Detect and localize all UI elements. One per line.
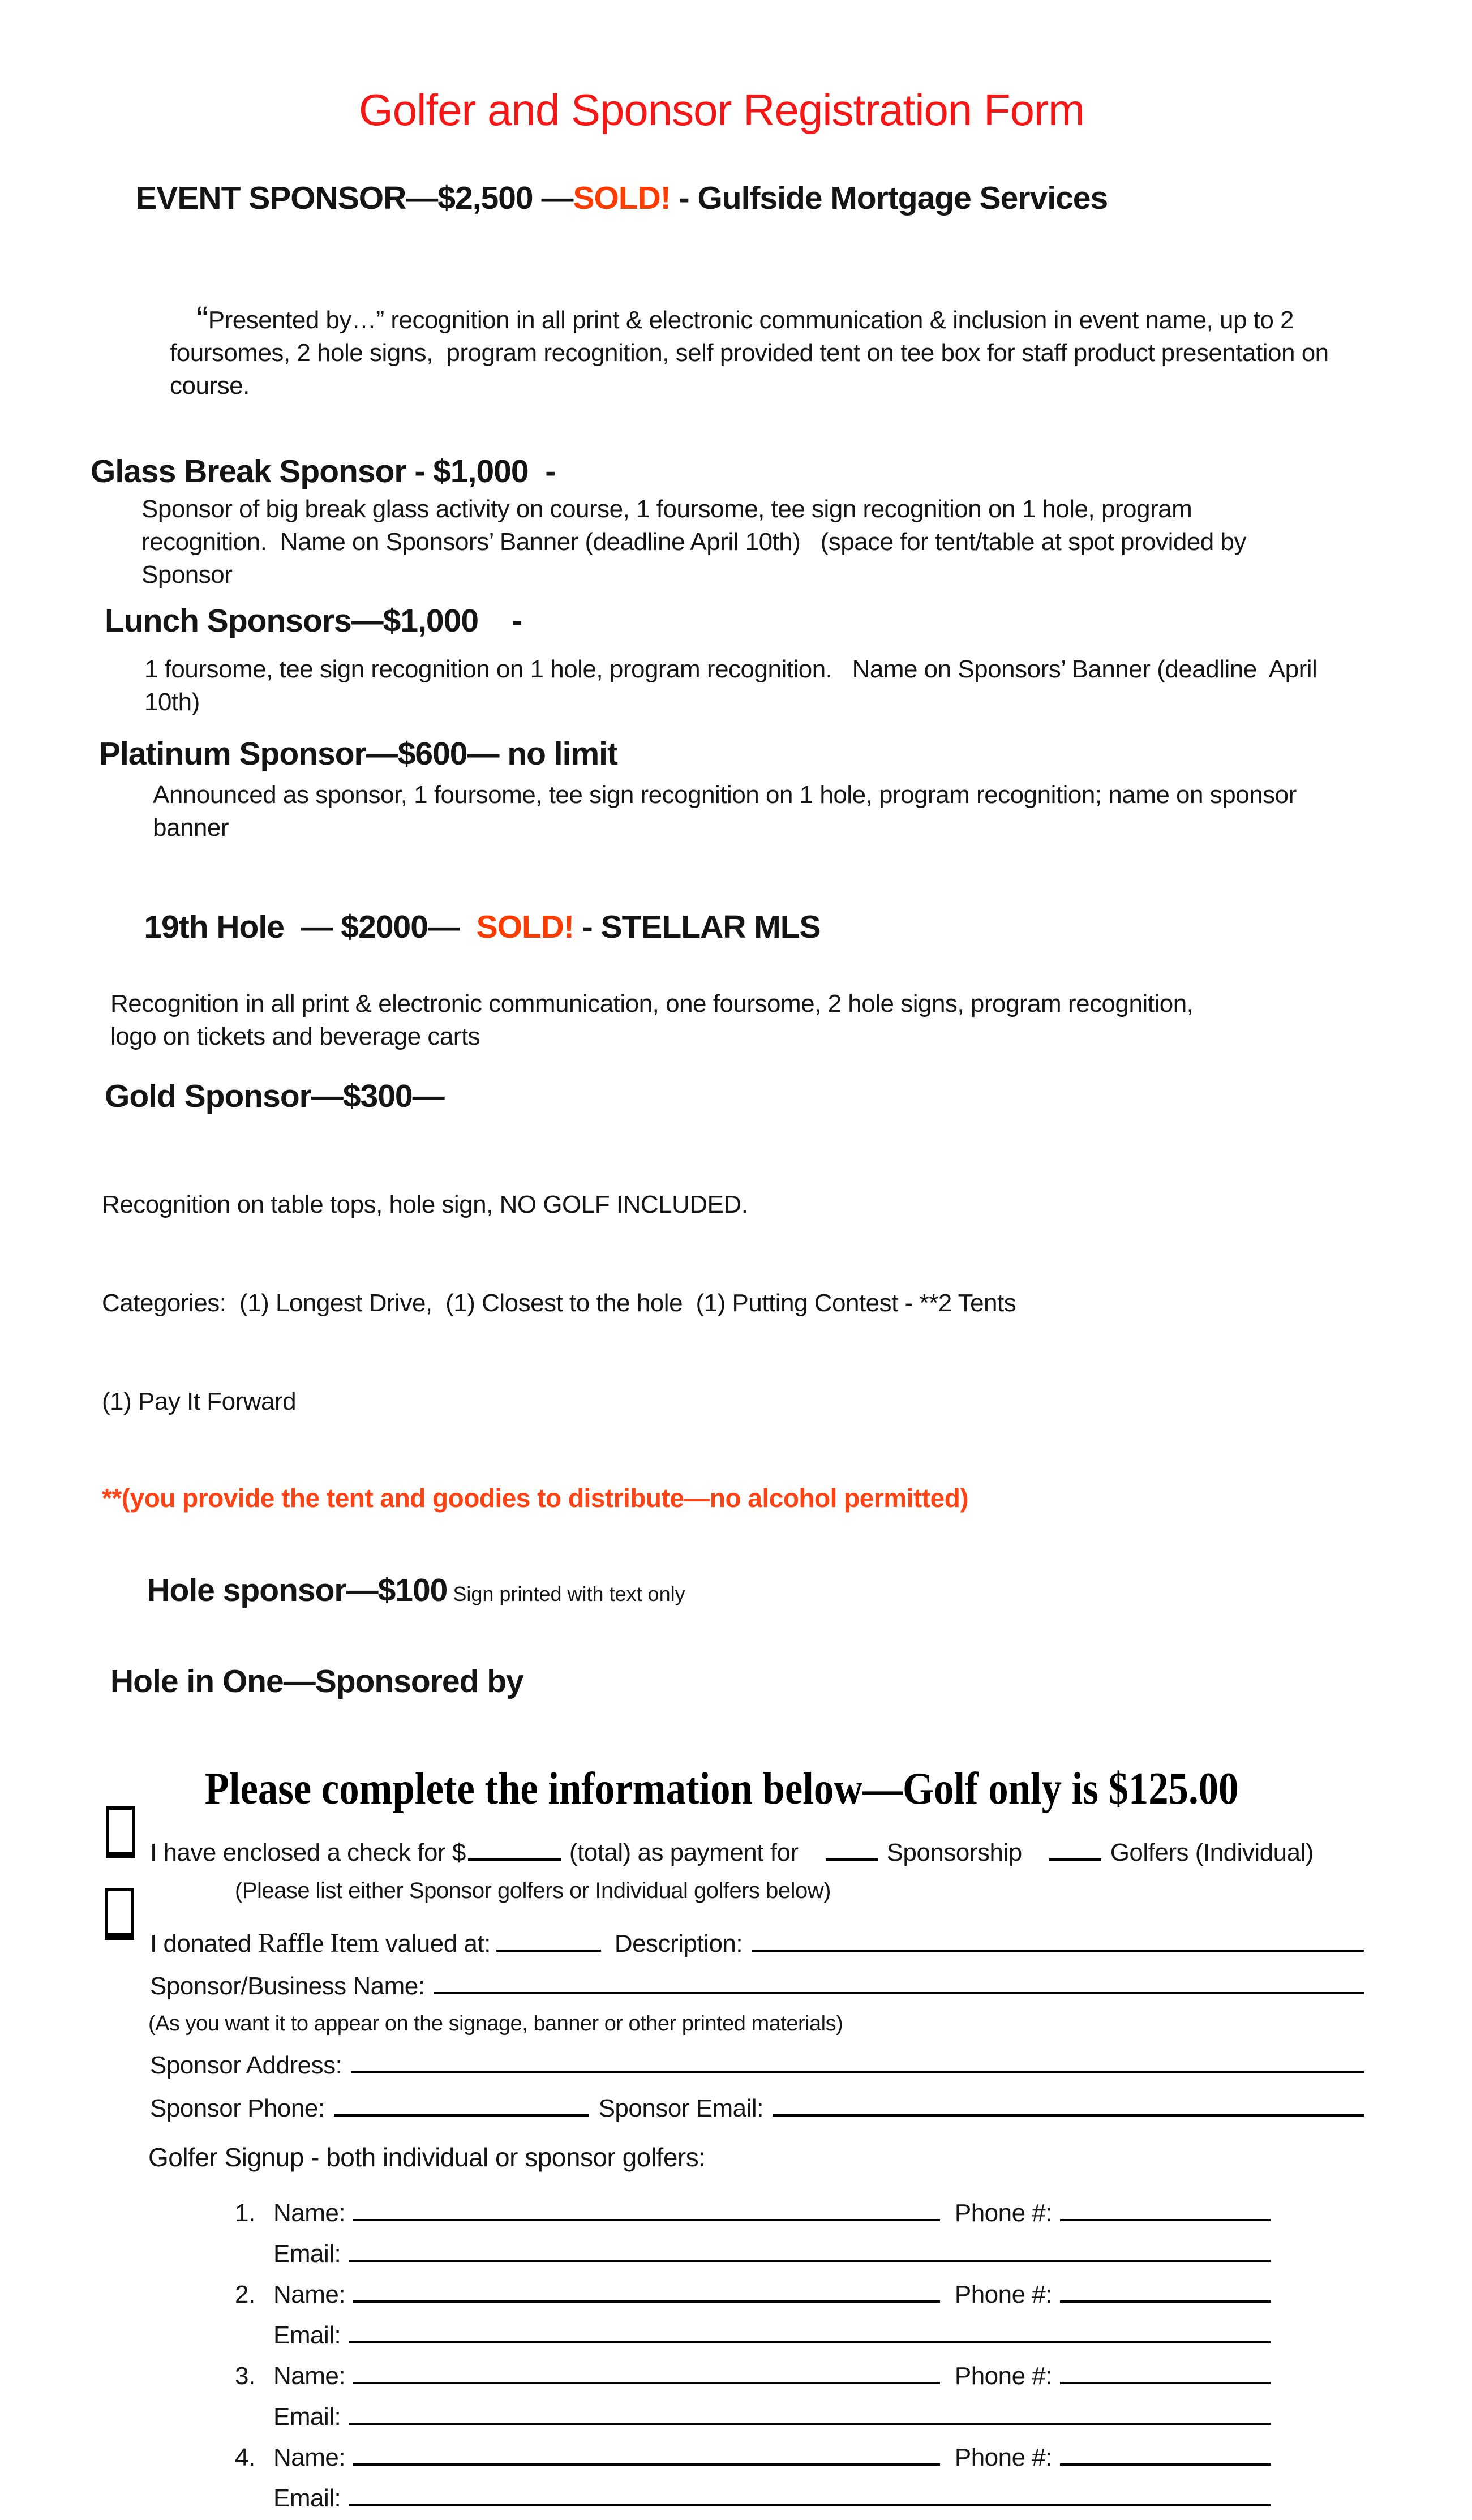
sponsor-phone-blank[interactable] bbox=[334, 2089, 589, 2116]
sponsor-phone-email-line bbox=[150, 2089, 1364, 2124]
raffle-value-blank[interactable] bbox=[496, 1924, 601, 1951]
open-quote: “ bbox=[196, 298, 208, 340]
event-sponsor-name: - Gulfside Mortgage Services bbox=[670, 180, 1108, 217]
golfer-4-email-label: Email: bbox=[273, 2484, 341, 2513]
golfer-4-email-blank[interactable] bbox=[349, 2479, 1271, 2506]
glass-break-heading: Glass Break Sponsor - $1,000 - bbox=[91, 453, 556, 490]
sponsor-email-blank[interactable] bbox=[773, 2089, 1364, 2116]
check-line-label: I have enclosed a check for $ bbox=[150, 1839, 466, 1867]
sponsorship-count-blank[interactable] bbox=[826, 1834, 878, 1861]
gold-sponsor-warning: **(you provide the tent and goodies to distribute—no alcohol permitted) bbox=[102, 1483, 969, 1513]
golfers-individual-label: Golfers (Individual) bbox=[1110, 1839, 1314, 1867]
please-list-note: (Please list either Sponsor golfers or Individual golfers below) bbox=[235, 1878, 831, 1904]
golfer-3-phone-label: Phone #: bbox=[954, 2362, 1052, 2390]
event-sponsor-heading-text: EVENT SPONSOR—$2,500 — bbox=[135, 180, 573, 217]
gold-sponsor-description bbox=[102, 1123, 1273, 1484]
golfer-3-phone-blank[interactable] bbox=[1060, 2357, 1271, 2384]
golfer-2-name-label: Name: bbox=[273, 2281, 346, 2309]
golfer-4-name-label: Name: bbox=[273, 2444, 346, 2472]
golfer-3-email-label: Email: bbox=[273, 2403, 341, 2431]
golfer-3-name-line bbox=[235, 2357, 1271, 2398]
business-name-blank[interactable] bbox=[434, 1967, 1364, 1994]
raffle-description-label: Description: bbox=[614, 1929, 743, 1957]
nineteenth-hole-sponsor-name: - STELLAR MLS bbox=[573, 909, 821, 946]
golfer-1-name-blank[interactable] bbox=[353, 2194, 940, 2221]
event-sponsor-description: “Presented by…” recognition in all print & electronic communication & inclusion in event name, up to 2 foursomes, 2 hole signs, program recognition, self provided tent on tee box for staff product presentation on course. bbox=[170, 298, 1336, 400]
platinum-sponsor-heading: Platinum Sponsor—$600— no limit bbox=[99, 735, 617, 772]
sponsor-phone-label: Sponsor Phone: bbox=[150, 2094, 325, 2122]
golfer-1-number: 1. bbox=[235, 2199, 255, 2227]
golfer-2-email-blank[interactable] bbox=[349, 2316, 1271, 2343]
golfer-2-phone-blank[interactable] bbox=[1060, 2276, 1271, 2303]
golfer-2-name-line bbox=[235, 2276, 1271, 2316]
golfer-3-email-line bbox=[235, 2398, 1271, 2439]
golfer-1-email-line bbox=[235, 2235, 1271, 2276]
golfer-4-phone-blank[interactable] bbox=[1060, 2439, 1271, 2466]
check-total-label: (total) as payment for bbox=[569, 1839, 799, 1867]
nineteenth-hole-heading bbox=[110, 869, 1443, 985]
golfer-4-phone-label: Phone #: bbox=[954, 2444, 1052, 2472]
sponsor-address-blank[interactable] bbox=[351, 2046, 1364, 2073]
golfer-count-blank[interactable] bbox=[1049, 1834, 1101, 1861]
hole-sponsor-heading: Hole sponsor—$100 Sign printed with text only bbox=[147, 1572, 685, 1608]
raffle-donation-checkbox[interactable] bbox=[105, 1888, 134, 1940]
golfer-2-email-line bbox=[235, 2316, 1271, 2357]
event-sponsor-heading bbox=[102, 140, 1443, 256]
golfer-3-name-blank[interactable] bbox=[353, 2357, 940, 2384]
golfer-2-number: 2. bbox=[235, 2281, 255, 2309]
raffle-description-blank[interactable] bbox=[752, 1924, 1364, 1951]
nineteenth-hole-sold-badge: SOLD! bbox=[476, 909, 574, 946]
golfer-1-phone-blank[interactable] bbox=[1060, 2194, 1271, 2221]
golfer-1-email-blank[interactable] bbox=[349, 2235, 1271, 2262]
golfer-4-number: 4. bbox=[235, 2444, 255, 2472]
golfer-2-email-label: Email: bbox=[273, 2321, 341, 2350]
golfer-1-email-label: Email: bbox=[273, 2240, 341, 2268]
golfer-signup-list bbox=[235, 2194, 1271, 2520]
golfer-4-name-line bbox=[235, 2439, 1271, 2479]
raffle-pre-label: I donated bbox=[150, 1929, 251, 1957]
glass-break-description: Sponsor of big break glass activity on course, 1 foursome, tee sign recognition on 1 hole, program recognition. Name on Sponsors’ Banner (deadline April 10th) (space for tent/table at spot provided by Sponsor bbox=[141, 495, 1253, 589]
gold-line-categories: Categories: (1) Longest Drive, (1) Closest to the hole (1) Putting Contest - **2 Tents bbox=[102, 1289, 1016, 1317]
raffle-item-label: Raffle Item bbox=[258, 1927, 379, 1958]
platinum-sponsor-description: Announced as sponsor, 1 foursome, tee sign recognition on 1 hole, program recognition; name on sponsor banner bbox=[153, 781, 1303, 842]
payment-checkbox[interactable] bbox=[106, 1806, 135, 1858]
sponsor-business-name-line bbox=[150, 1967, 1364, 2003]
signage-note: (As you want it to appear on the signage, banner or other printed materials) bbox=[148, 2011, 843, 2036]
event-sold-badge: SOLD! bbox=[573, 180, 671, 217]
check-amount-blank[interactable] bbox=[468, 1834, 561, 1861]
business-name-label: Sponsor/Business Name: bbox=[150, 1972, 425, 2000]
gold-line-pay-it-forward: (1) Pay It Forward bbox=[102, 1387, 297, 1415]
lunch-sponsors-description: 1 foursome, tee sign recognition on 1 hole, program recognition. Name on Sponsors’ Banner (deadline April 10th) bbox=[144, 655, 1324, 716]
complete-information-heading: Please complete the information below—Golf only is $125.00 bbox=[204, 1763, 1239, 1814]
gold-line-recognition: Recognition on table tops, hole sign, NO GOLF INCLUDED. bbox=[102, 1190, 748, 1218]
golfer-3-email-blank[interactable] bbox=[349, 2398, 1271, 2425]
page-title: Golfer and Sponsor Registration Form bbox=[359, 85, 1084, 135]
sponsorship-label: Sponsorship bbox=[886, 1839, 1022, 1867]
nineteenth-hole-heading-text: 19th Hole — $2000— bbox=[144, 909, 477, 946]
raffle-donation-line bbox=[150, 1924, 1364, 1960]
golfer-2-phone-label: Phone #: bbox=[954, 2281, 1052, 2309]
golfer-3-name-label: Name: bbox=[273, 2362, 346, 2390]
golfer-1-phone-label: Phone #: bbox=[954, 2199, 1052, 2227]
golfer-signup-heading: Golfer Signup - both individual or sponsor golfers: bbox=[148, 2142, 706, 2172]
sponsor-email-label: Sponsor Email: bbox=[598, 2094, 763, 2122]
golfer-1-name-line bbox=[235, 2194, 1271, 2235]
golfer-2-name-blank[interactable] bbox=[353, 2276, 940, 2303]
golfer-1-name-label: Name: bbox=[273, 2199, 346, 2227]
lunch-sponsors-heading: Lunch Sponsors—$1,000 - bbox=[105, 603, 522, 639]
gold-sponsor-heading: Gold Sponsor—$300— bbox=[105, 1078, 444, 1115]
golfer-4-name-blank[interactable] bbox=[353, 2439, 940, 2466]
sponsor-address-line bbox=[150, 2046, 1364, 2082]
raffle-valued-label: valued at: bbox=[385, 1929, 491, 1957]
hole-in-one-heading: Hole in One—Sponsored by bbox=[110, 1663, 523, 1699]
nineteenth-hole-description: Recognition in all print & electronic communication, one foursome, 2 hole signs, program recognition, logo on tickets and beverage carts bbox=[110, 990, 1207, 1051]
golfer-3-number: 3. bbox=[235, 2362, 255, 2390]
payment-check-line bbox=[150, 1834, 1364, 1869]
sponsor-address-label: Sponsor Address: bbox=[150, 2051, 342, 2080]
golfer-4-email-line bbox=[235, 2479, 1271, 2520]
hole-sponsor-note: Sign printed with text only bbox=[447, 1582, 685, 1605]
